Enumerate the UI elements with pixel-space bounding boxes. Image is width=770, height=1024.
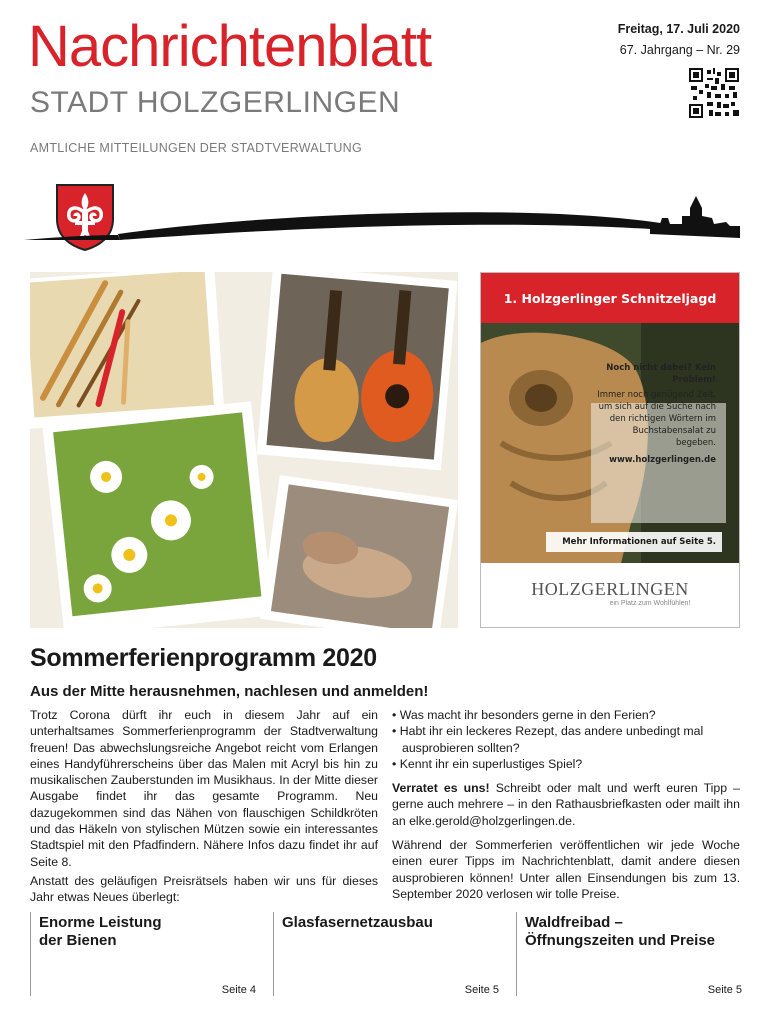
list-item: • Was macht ihr besonders gerne in den Ferien?: [392, 707, 740, 723]
qr-code-icon[interactable]: [689, 68, 739, 118]
question-list: [392, 707, 740, 772]
list-item: • Kennt ihr ein superlustiges Spiel?: [392, 756, 740, 772]
call-text: Schreibt oder malt und werft euren Tipp – gerne auch mehrere – in den Rathausbriefkasten oder mailt ihn an elke.gerold@holzgerlingen.de.: [392, 781, 740, 828]
teaser-page: Seite 4: [221, 984, 256, 996]
teaser-title: Waldfreibad – Öffnungszeiten und Preise: [525, 914, 716, 949]
ad-header: 1. Holzgerlinger Schnitzeljagd: [481, 273, 739, 323]
ad-bubble-text: Immer noch genügend Zeit, um sich auf die Suche nach den richtigen Wörtern im Buchstabensalat zu begeben.: [597, 390, 716, 448]
teaser-bees[interactable]: [30, 912, 270, 996]
issue-number: 67. Jahrgang – Nr. 29: [619, 43, 740, 57]
masthead-title: Nachrichtenblatt: [28, 14, 432, 79]
logo-name: HOLZGERLINGEN: [531, 579, 689, 599]
ad-more-info: Mehr Informationen auf Seite 5.: [546, 532, 722, 552]
call-to-action: [392, 780, 740, 829]
photo-collage: [30, 272, 458, 628]
ad-bubble: [596, 362, 716, 466]
article-headline: Sommerferienprogramm 2020: [30, 644, 377, 672]
issue-date: Freitag, 17. Juli 2020: [617, 22, 740, 36]
logo-tagline: ein Platz zum Wohlfühlen!: [609, 600, 691, 607]
teaser-page: Seite 5: [464, 984, 499, 996]
article-left-column: [30, 707, 378, 909]
ad-bubble-url[interactable]: www.holzgerlingen.de: [609, 455, 716, 465]
teaser-row: [30, 912, 770, 996]
teaser-title: Enorme Leistung der Bienen: [39, 914, 162, 949]
list-item: • Habt ihr ein leckeres Rezept, das andere unbedingt mal ausprobieren sollten?: [392, 723, 740, 756]
call-lead: Verratet es uns!: [392, 781, 490, 796]
ad-bubble-title: Noch nicht dabei? Kein Problem!: [606, 363, 716, 385]
article-right-column: [392, 707, 740, 910]
holzgerlingen-logo: [481, 563, 739, 628]
teaser-fiber[interactable]: [273, 912, 513, 996]
masthead-city: STADT HOLZGERLINGEN: [30, 86, 401, 119]
article-subheadline: Aus der Mitte herausnehmen, nachlesen und anmelden!: [30, 683, 429, 700]
teaser-title: Glasfasernetzausbau: [282, 914, 433, 931]
closing-paragraph: Während der Sommerferien veröffentlichen wir jede Woche einen eurer Tipps im Nachrichtenblatt, damit andere diesen ausprobieren können! Unter allen Einsendungen bis zum 13. September 2020 verlosen wir tolle Preise.: [392, 838, 740, 901]
article-paragraph: Trotz Corona dürft ihr euch in diesem Jahr auf ein unterhaltsames Sommerferienprogramm der Stadtverwaltung freuen! Das abwechslungsreiche Angebot reicht vom Erlangen eines Handyführerscheins über das Malen mit Acryl bis hin zu musikalischen Zauberstunden im Musikhaus. In der Mitte dieser Ausgabe findet ihr das gesamte Programm. Neu dazugekommen sind das Nähen von flauschigen Schildkröten und das Häkeln von stylischen Mützen sowie ein interessantes Stadtspiel mit den Pfadfindern. Nähere Infos dazu findet ihr auf Seite 8.: [30, 708, 378, 869]
teaser-pool[interactable]: [516, 912, 756, 996]
teaser-page: Seite 5: [707, 984, 742, 996]
article-paragraph: Anstatt des geläufigen Preisrätsels haben wir uns für dieses Jahr etwas Neues überlegt:: [30, 873, 378, 905]
town-skyline-icon: [0, 188, 770, 248]
masthead-subtitle: AMTLICHE MITTEILUNGEN DER STADTVERWALTUNG: [30, 141, 363, 155]
